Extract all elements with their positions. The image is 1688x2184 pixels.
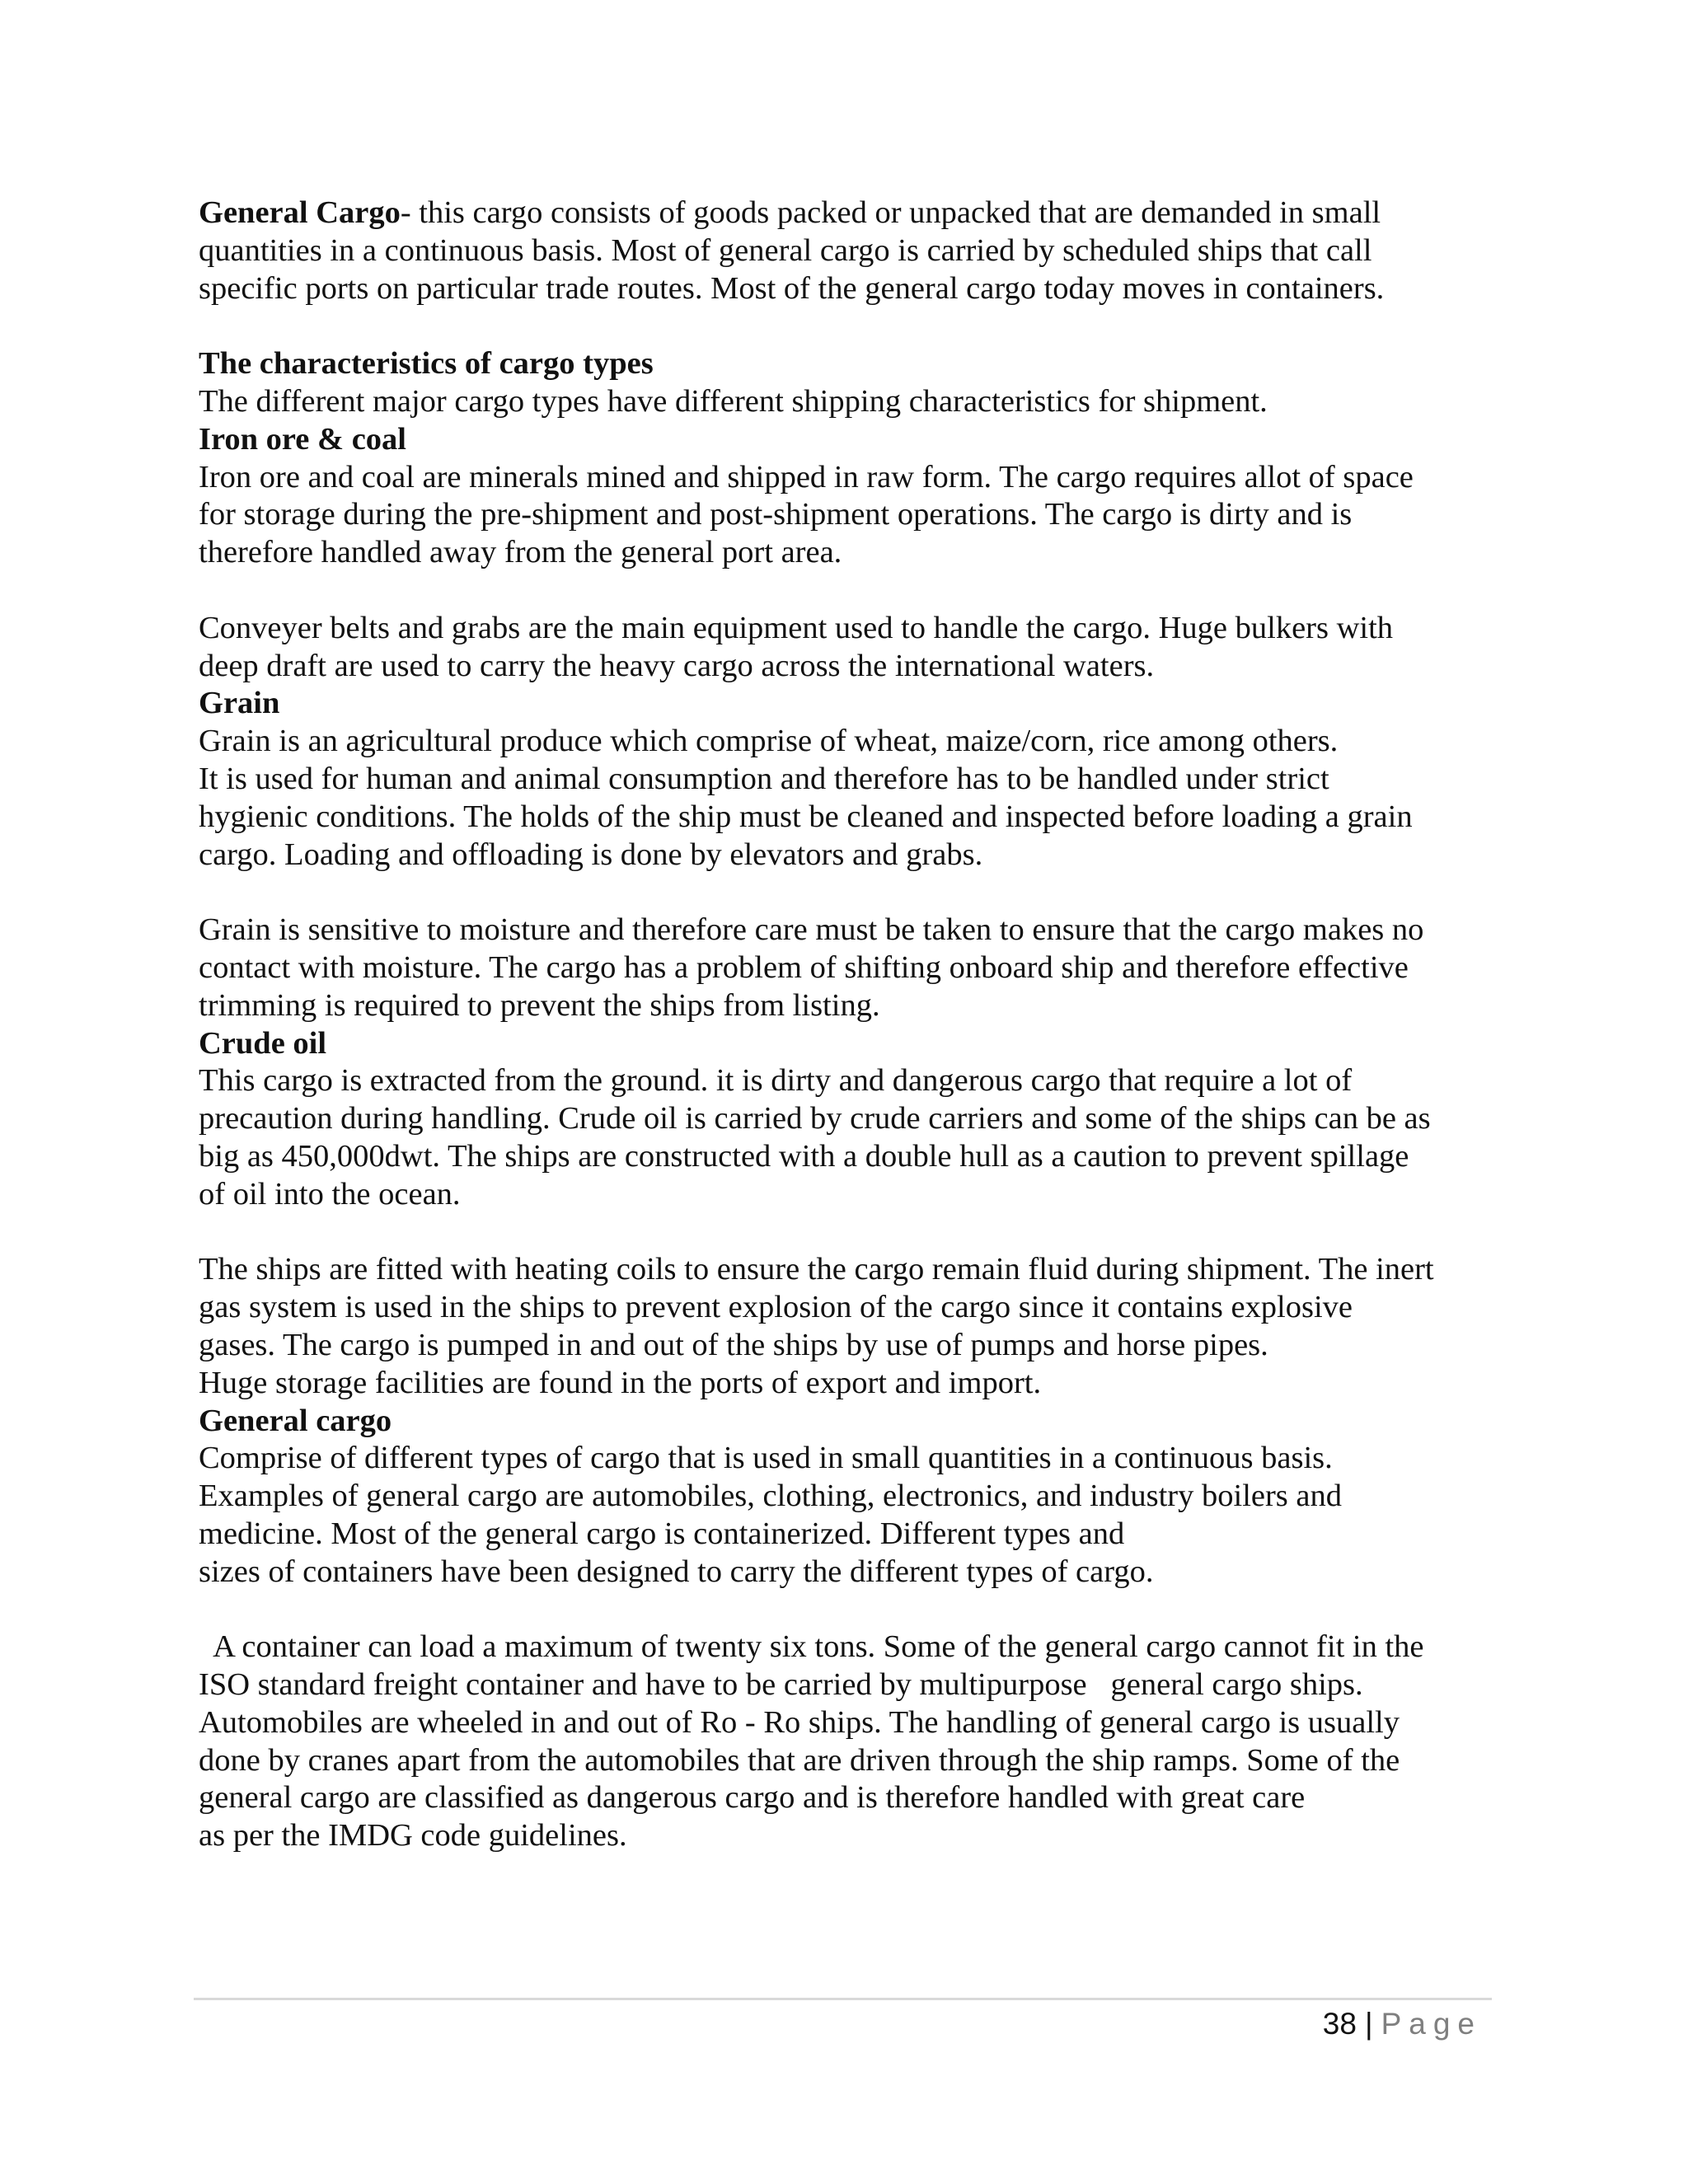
body-line: general cargo are classified as dangerous cargo and is therefore handled with great care	[199, 1780, 1306, 1816]
body-line: Huge storage facilities are found in the ports of export and import.	[199, 1365, 1042, 1400]
body-line: big as 450,000dwt. The ships are constructed with a double hull as a caution to prevent spillage	[199, 1138, 1409, 1174]
body-line: gas system is used in the ships to prevent explosion of the cargo since it contains explosive	[199, 1290, 1353, 1325]
body-line: hygienic conditions. The holds of the ship must be cleaned and inspected before loading a grain	[199, 799, 1413, 834]
footer-separator: |	[1364, 2007, 1373, 2041]
page-footer	[1323, 2004, 1482, 2044]
paragraph-gap	[199, 1214, 1501, 1252]
section-heading: Crude oil	[199, 1025, 327, 1061]
body-line: trimming is required to prevent the ships from listing.	[199, 987, 880, 1023]
intro-line	[199, 194, 1501, 232]
body-line: A container can load a maximum of twenty six tons. Some of the general cargo cannot fit in the	[199, 1629, 1424, 1665]
body-line: contact with moisture. The cargo has a problem of shifting onboard ship and therefore effective	[199, 949, 1409, 985]
body-line: The ships are fitted with heating coils to ensure the cargo remain fluid during shipment. The inert	[199, 1252, 1434, 1287]
footer-divider	[194, 1998, 1492, 2000]
body-text	[199, 194, 1501, 1855]
section-heading: General cargo	[199, 1403, 392, 1438]
body-line: precaution during handling. Crude oil is carried by crude carriers and some of the ships can be as	[199, 1101, 1431, 1137]
body-line: Grain is sensitive to moisture and therefore care must be taken to ensure that the cargo makes no	[199, 912, 1424, 948]
body-line: This cargo is extracted from the ground. it is dirty and dangerous cargo that require a lot of	[199, 1063, 1353, 1099]
section-heading: Iron ore & coal	[199, 421, 406, 457]
page-number: 38	[1322, 2007, 1357, 2041]
body-line: Iron ore and coal are minerals mined and shipped in raw form. The cargo requires allot of space	[199, 459, 1414, 494]
body-line: sizes of containers have been designed to carry the different types of cargo.	[199, 1554, 1154, 1589]
body-line: ISO standard freight container and have to be carried by multipurpose general cargo ships.	[199, 1667, 1363, 1703]
body-line: cargo. Loading and offloading is done by elevators and grabs.	[199, 837, 983, 872]
body-line: Grain is an agricultural produce which comprise of wheat, maize/corn, rice among others.	[199, 724, 1339, 759]
body-line: Conveyer belts and grabs are the main equipment used to handle the cargo. Huge bulkers with	[199, 610, 1394, 645]
body-line: as per the IMDG code guidelines.	[199, 1818, 627, 1854]
intro-line-text: - this cargo consists of goods packed or unpacked that are demanded in small	[400, 195, 1381, 230]
body-line: done by cranes apart from the automobiles that are driven through the ship ramps. Some of the	[199, 1742, 1400, 1778]
intro-line: quantities in a continuous basis. Most of general cargo is carried by scheduled ships that call	[199, 232, 1372, 268]
paragraph-gap	[199, 307, 1501, 345]
general-cargo-term: General Cargo	[199, 195, 401, 230]
body-line: deep draft are used to carry the heavy cargo across the international waters.	[199, 648, 1155, 683]
body-line: medicine. Most of the general cargo is containerized. Different types and	[199, 1516, 1125, 1551]
body-line: therefore handled away from the general port area.	[199, 535, 842, 570]
paragraph-gap	[199, 572, 1501, 610]
body-line: Comprise of different types of cargo that is used in small quantities in a continuous basis.	[199, 1441, 1333, 1476]
page-label: Page	[1381, 2007, 1482, 2041]
section-heading: Grain	[199, 686, 280, 721]
body-line: for storage during the pre-shipment and post-shipment operations. The cargo is dirty and is	[199, 497, 1353, 532]
body-line: It is used for human and animal consumption and therefore has to be handled under strict	[199, 761, 1329, 796]
body-line: Examples of general cargo are automobiles, clothing, electronics, and industry boilers and	[199, 1479, 1342, 1514]
intro-line: specific ports on particular trade routes. Most of the general cargo today moves in containers.	[199, 270, 1385, 306]
paragraph-gap	[199, 1591, 1501, 1629]
body-line: of oil into the ocean.	[199, 1176, 461, 1212]
body-line: Automobiles are wheeled in and out of Ro - Ro ships. The handling of general cargo is usually	[199, 1704, 1400, 1740]
section-heading: The characteristics of cargo types	[199, 346, 654, 382]
paragraph-gap	[199, 874, 1501, 912]
body-line: The different major cargo types have different shipping characteristics for shipment.	[199, 383, 1268, 419]
body-line: gases. The cargo is pumped in and out of the ships by use of pumps and horse pipes.	[199, 1327, 1268, 1362]
